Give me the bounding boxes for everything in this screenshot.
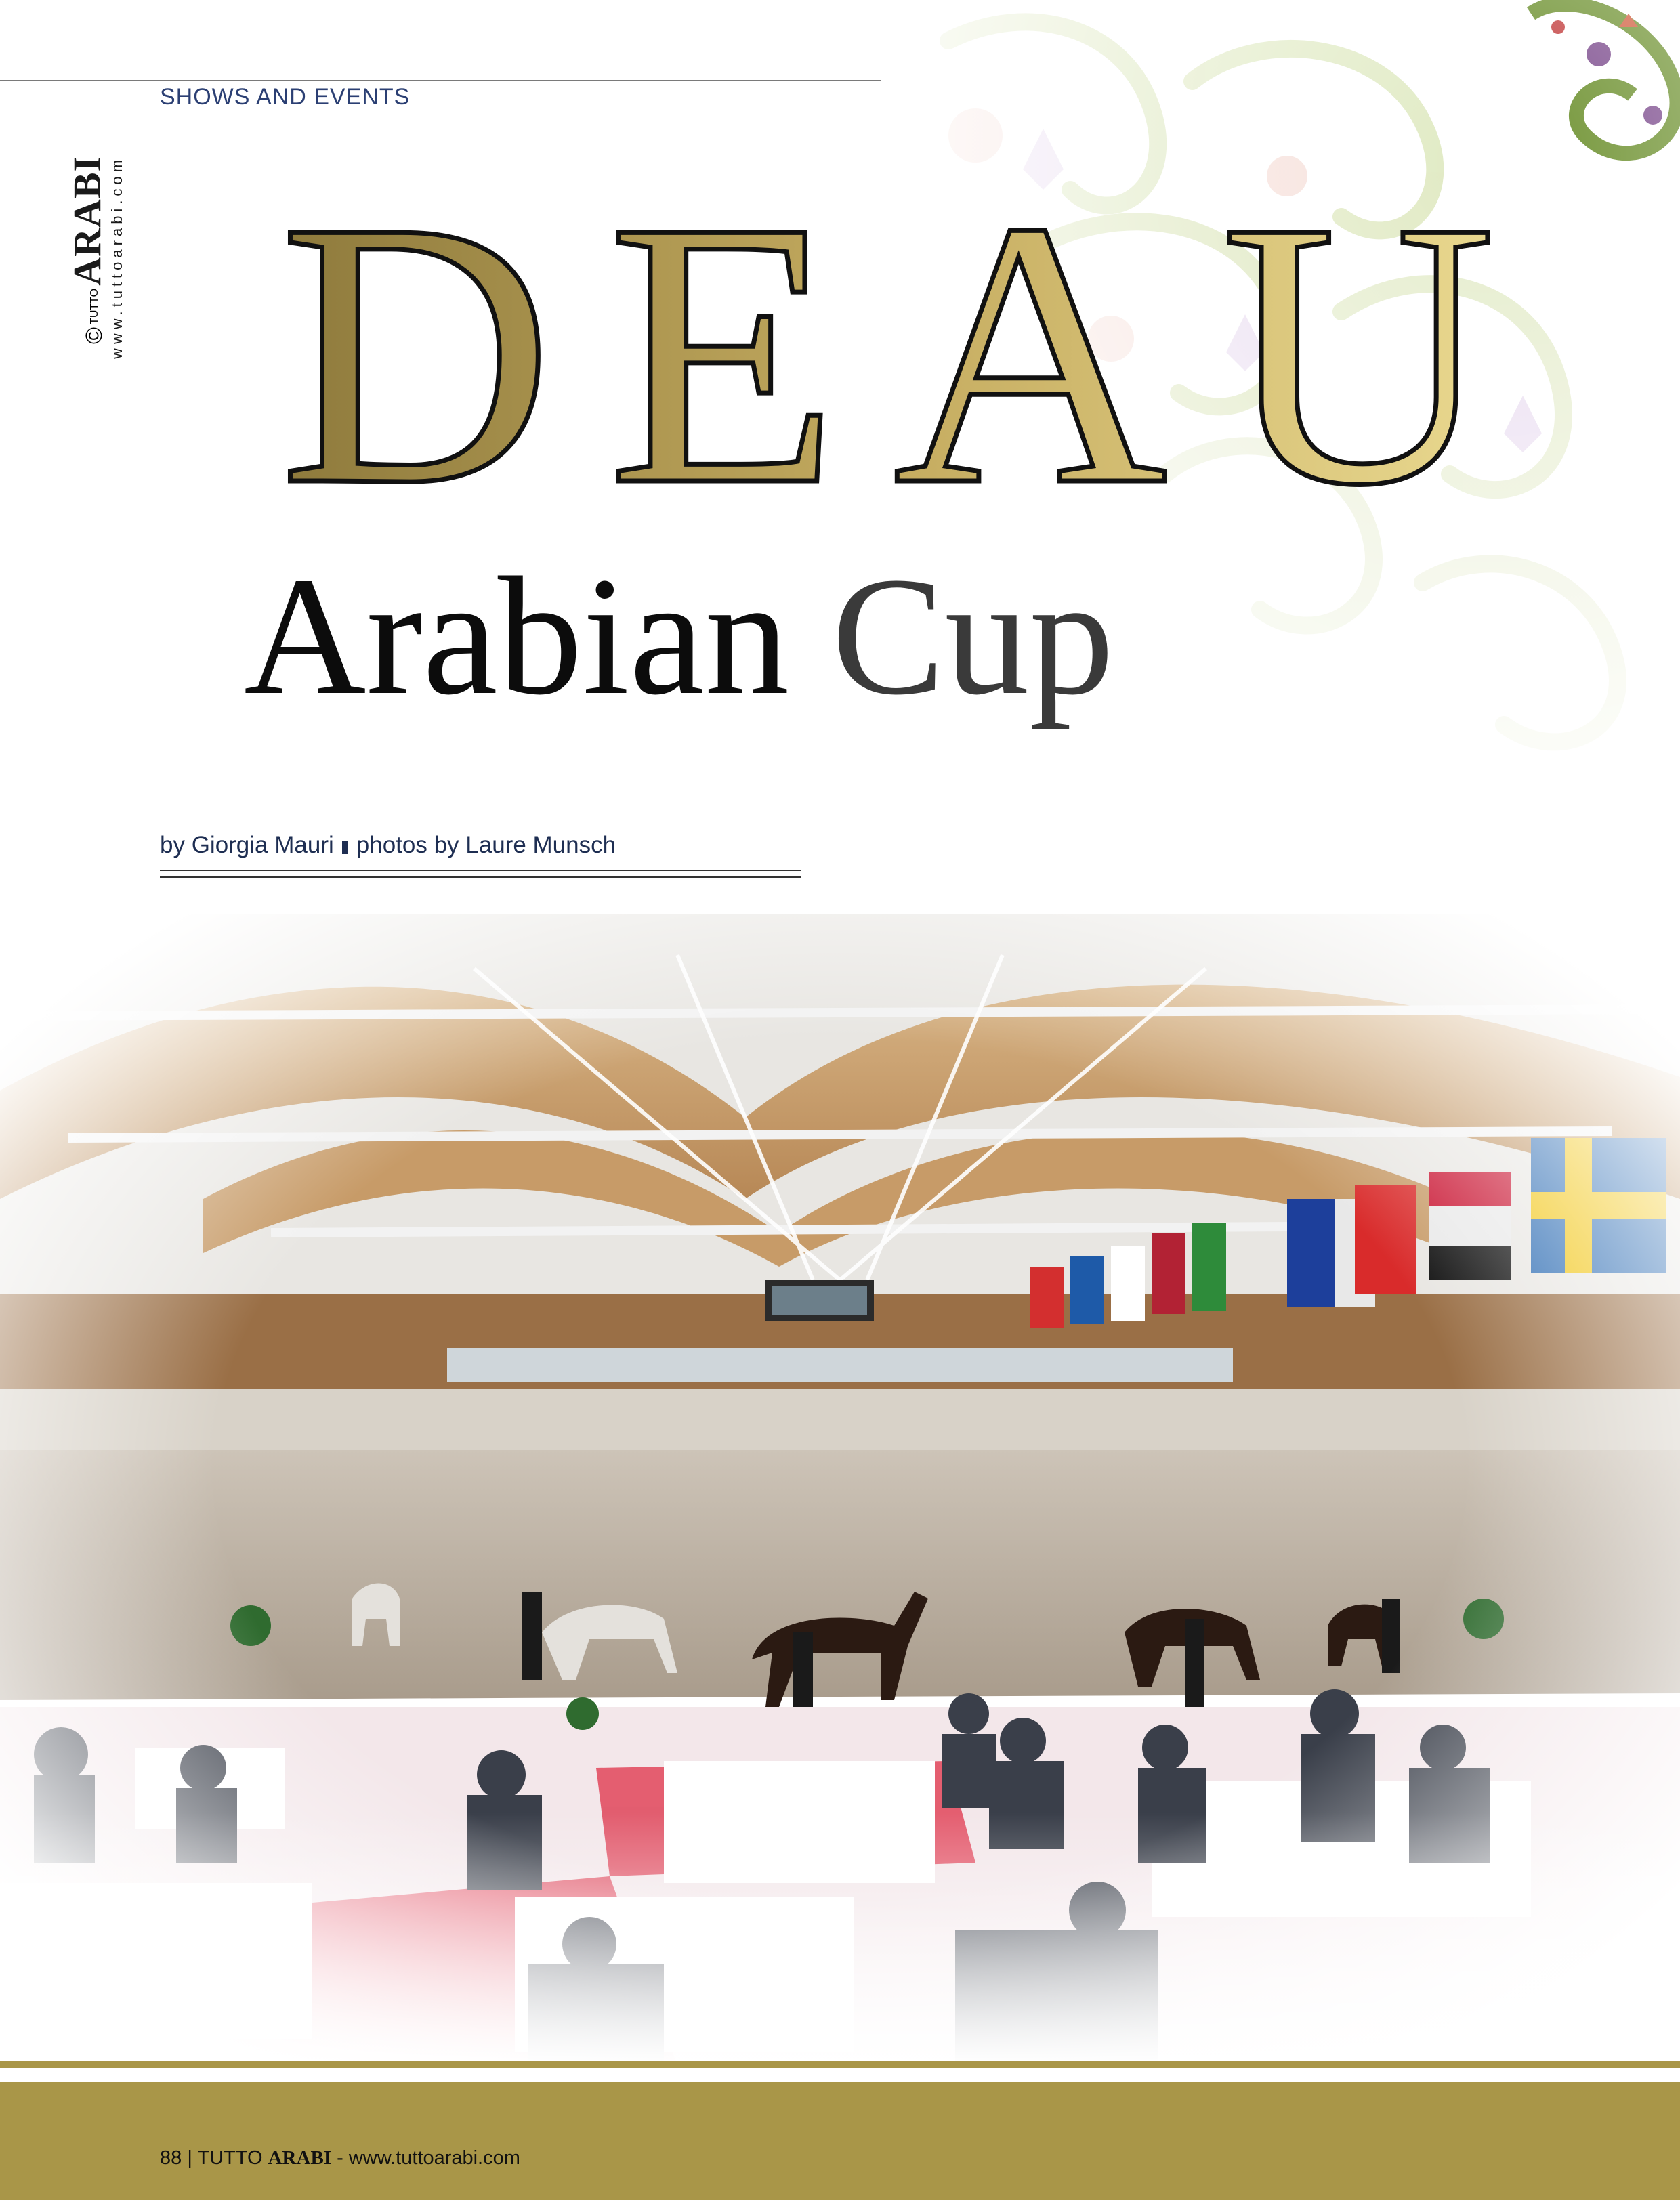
vertical-brand — [60, 156, 134, 373]
byline-rule — [160, 876, 801, 878]
subtitle-part1: Arabian — [244, 543, 790, 730]
arena-photo — [0, 914, 1680, 2066]
footer-site: - www.tuttoarabi.com — [337, 2147, 520, 2169]
subtitle-part2: Cup — [831, 543, 1114, 730]
title-main — [203, 190, 1626, 515]
copyright-symbol: © — [81, 326, 107, 345]
byline-separator — [342, 841, 348, 854]
footer-text — [160, 2147, 520, 2170]
byline-rule — [160, 870, 801, 871]
byline-author: by Giorgia Mauri — [160, 832, 334, 858]
subtitle — [244, 542, 1114, 732]
byline-photos: photos by Laure Munsch — [356, 832, 616, 858]
footer-magazine-name: ARABI — [268, 2147, 332, 2169]
brand-logo: ARABI — [65, 156, 109, 286]
title-text: DEAU — [279, 190, 1550, 515]
section-rule — [0, 80, 881, 81]
footer-rule — [0, 2061, 1680, 2068]
brand-small-word: TUTTO — [89, 288, 100, 324]
footer-band — [0, 2082, 1680, 2200]
footer-magazine-prefix: TUTTO — [197, 2147, 263, 2169]
page-number: 88 — [160, 2147, 182, 2169]
brand-url: www.tuttoarabi.com — [108, 156, 125, 359]
section-label: SHOWS AND EVENTS — [160, 84, 411, 110]
footer-separator: | — [187, 2147, 192, 2169]
byline — [160, 832, 616, 859]
